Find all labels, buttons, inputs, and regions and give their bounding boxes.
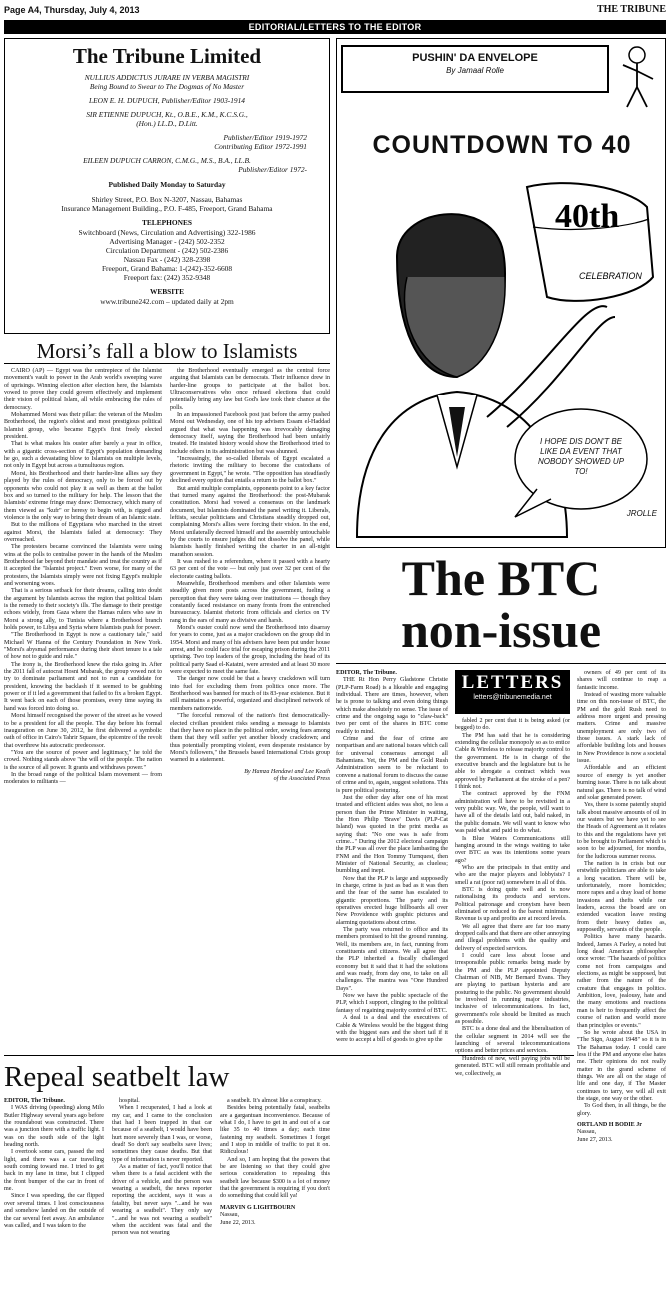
page-header [4, 4, 666, 18]
tel-1: Switchboard (News, Circulation and Advertising) 322-1986 [78, 228, 256, 237]
paragraph: "The Brotherhood in Egypt is now a cautionary tale," said Michael W Hanna of the Century Foundation in New York. "Morsi's abysmal performance during their short tenure is a tale of how not to guide and rule." [4, 632, 162, 661]
paragraph: Besides being potentially fatal, seatbelts are a gargantuan inconvenience. Because of what I do, I have to get in and out of a car like 35 to 40 times a day; each time fastening my seatbelt. Sometimes I forget and I stop in middle of traffic to put it on. Ridiculous! [220, 1105, 330, 1156]
paragraph: When I recuperated, I had a look at my car, and I came to the conclusion that had I been trapped in that car because of a seatbelt, I would have been hurt more severely than I was, or worse, dead! So don't say seatbelts save lives; sometimes they cause deaths. But that type of information is never reported. [112, 1105, 212, 1163]
paragraph: The party was returned to office and its members promised to hit the ground running. Well, its members are, in fact, running from constituents and citizens. We all agree that the PLP inherited a fiscally challenged economy but it said that it had the solutions and was ready, from day one, to take on all challenges. The mantra was "One Hundred Days". [336, 927, 448, 992]
paragraph: Hundreds of new, well paying jobs will be generated. BTC will still remain profitable and we, collectively, as [455, 1055, 570, 1077]
letters-email[interactable]: letters@tribunemedia.net [473, 694, 552, 701]
btc-column-3 [577, 670, 666, 1310]
paragraph: Is Blue Waters Communications still hanging around in the wings waiting to take over BTC as was its intentions some years ago? [455, 835, 570, 864]
paragraph: The danger now could be that a heavy crackdown will turn into fuel for excluding them from politics once more. The Brotherhood was banned for much of its 83-year existence. But it still maintains a powerful, organized and disciplined network of members nationwide. [170, 676, 330, 712]
btc-signature-place: Nassau, [577, 1129, 597, 1136]
paragraph: Since I was speeding, the car flipped over several times. I lost consciousness and somehow landed on the outside of the car several feet away. An ambulance was called, and I was taken to the [4, 1193, 104, 1229]
paragraph: In the broad range of the political Islam movement — from moderates to militants — [4, 771, 162, 786]
cake-number: 40th [555, 198, 620, 235]
cartoon-drawing [337, 167, 667, 547]
btc-signature-name: ORTLAND H BODIE Jr [577, 1121, 642, 1128]
paragraph: fabled 2 per cent that it is being asked (or begged) to do. [455, 718, 570, 732]
morsi-headline: Morsi’s fall a blow to Islamists [4, 338, 330, 364]
tel-2: Advertising Manager - (242) 502-2352 [109, 237, 225, 246]
paragraph: the Brotherhood eventually emerged as the central force arguing that Islamists can be democrats. Their influence drew in harder-line groups to participate at the ballot box. Ultraconservatives who once refused elections that could potentially bring any law but God's law took their chance at the polls. [170, 368, 330, 411]
paragraph: I WAS driving (speeding) along Milo Butler Highway several years ago before the roundabout was constructed. There was a junction there with a traffic light. I was on the south side of the light heading north. [4, 1105, 104, 1149]
seatbelt-signature-date: June 22, 2013. [220, 1219, 256, 1226]
address-2: Insurance Management Building., P.O. F-485, Freeport, Grand Bahama [61, 204, 273, 213]
seatbelt-signature-place: Nassau, [220, 1212, 240, 1219]
website-heading: WEBSITE [149, 287, 185, 296]
cartoon-byline: By Jamaal Rolle [446, 66, 504, 75]
paragraph: BTC is a done deal and the liberalisation of the cellular segment in 2014 will see the launching of several telecommunications options and better prices and services. [455, 1026, 570, 1055]
paragraph: Morsi, his Brotherhood and their harder-line allies say they played by the rules of democracy, only to be forced out by opponents who could not play it as well as them at the ballot box and so turned to the military for help. The lesson that the Islamists' extreme fringe may draw: Democracy, which many of them viewed as "kufr" or heresy to begin with, is rigged and violence is the only way to bring their dream of an Islamic state. [4, 470, 162, 521]
website-link[interactable]: www.tribune242.com – updated daily at 2pm [100, 297, 234, 306]
publisher-4a: EILEEN DUPUCH CARRON, C.M.G., M.S., B.A., LL.B. [83, 156, 251, 165]
masthead-box [4, 38, 330, 334]
morsi-byline [170, 769, 330, 784]
paragraph: But amid multiple complaints, opponents point to a key factor that turned many against the Brotherhood: the post-Mubarak constitution. Morsi had vowed a consensus on the landmark document, but Islamists dominated the panel writing it. Liberals, leftists, secular politicians and Christians steadily dropped out, complaining Morsi's allies were forcing their vision. In the end, Morsi unilaterally decreed himself and the assembly untouchable by the courts to ensure judges did not dissolve the panel, while Islamists hastily finished writing the charter in an all-night marathon session. [170, 485, 330, 558]
btc-signature-date: June 27, 2013. [577, 1136, 613, 1143]
tel-3: Circulation Department - (242) 502-2386 [105, 246, 229, 255]
paragraph: Politics have many hazards. Indeed, James A Farley, a noted but long dead American philosopher once wrote: "The hazards of politics come not from campaigns and elections, as might be supposed, but rather from the nature of the creature that engages in politics. Ambition, love, jealousy, hate and the many emotions and reactions man is heir to frequently affect the course of nation and world more than principles or events." [577, 934, 666, 1029]
byline-agency: of the Associated Press [273, 775, 330, 782]
paragraph: I could care less about loose and irresponsible public remarks being made by the PM and the PLP appointed Deputy Chairman of NIB, Mr Bernard Evans. They are playing to partisan hysteria and are posturing to the public. No government should be involved in running major industries, inclusive of telecommunications. In fact, government's role should be limited as much as possible. [455, 953, 570, 1026]
letter-salutation: EDITOR, The Tribune. [336, 670, 397, 676]
seatbelt-headline: Repeal seatbelt law [4, 1061, 230, 1093]
morsi-column-2 [170, 368, 330, 1052]
paragraph: That is a serious setback for their dreams, calling into doubt the argument by Islamists across the region that political Islam is the remedy to their society's ills. The damage to their prestige echoes widely, from Gaza where the Hamas rulers who saw in Morsi a strong ally, to Tunisia where a Brotherhood branch holds power, to Libya and Syria where Islamists push for power. [4, 588, 162, 632]
paragraph: The PM has said that he is considering extending the cellular monopoly so as to entice Cable & Wireless to release majority control to the government. He is in charge of the executive branch and the legislature but is he able to abrogate a contract which was approved by Parliament at the stroke of a pen? I think not. [455, 732, 570, 791]
editorial-cartoon [336, 38, 666, 548]
paragraph: To God then, in all things, be the glory. [577, 1103, 666, 1117]
motto-english: Being Bound to Swear to The Dogmas of No Master [89, 82, 245, 91]
tel-4: Nassau Fax - (242) 328-2398 [123, 255, 211, 264]
btc-headline-line-2: non-issue [400, 602, 602, 658]
paragraph: The nation is in crisis but our erstwhile politicians are able to take a long vacation. There will be, unfortunately, more homicides; more rapes and a dray load of home invasions and thefts while our leaders, across the board are on extended vacation leave resting from their heavy duties as, supposedly, servants of the people. [577, 860, 666, 934]
speech-bubble-text: I HOPE DIS DON'T BE LIKE DA EVENT THAT NOBODY SHOWED UP TO! [537, 437, 625, 476]
publisher-4b: Publisher/Editor 1972- [238, 165, 307, 174]
paragraph: Affordable and an efficient source of energy is yet another burning issue. There is no talk about natural gas. There is no talk of wind and solar generated power. [577, 765, 666, 801]
paragraph: The irony is, the Brotherhood knew the risks going in. After the 2011 fall of autocrat Hosni Mubarak, the group vowed not to try to dominate parliament and not to run a candidate for president, knowing the backlash if it seemed to be grabbing power or if it led a government that failed to fix a broken Egypt. It went back on each of those promises, every time saying its hand was forced into doing so. [4, 661, 162, 712]
page-info: Page A4, Thursday, July 4, 2013 [4, 5, 140, 15]
publisher-2a: SIR ETIENNE DUPUCH, Kt., O.B.E., K.M., K.C.S.G., [86, 110, 248, 119]
btc-headline-line-1: The BTC [401, 550, 601, 606]
paragraph: CAIRO (AP) — Egypt was the centrepiece of the Islamist movement's vault to power in the Arab world's sweeping wave of uprisings. Winning election after election here, the Islamists vowed to prove they could govern effectively and implement their vision of political Islam, all while embracing the rules of democracy. [4, 368, 162, 411]
seatbelt-signature-name: MARVIN G LIGHTBOURN [220, 1204, 296, 1211]
paragraph: a seatbelt. It's almost like a conspiracy. [227, 1098, 322, 1104]
paragraph: But to the millions of Egyptians who marched in the street against Morsi, the Islamists failed at democracy: They overreached. [4, 522, 162, 543]
letters-badge [455, 670, 570, 714]
paragraph: Meanwhile, Brotherhood members and other Islamists were steadily given more posts across the government, fueling a perception that they were taking over institutions — though they constantly faced resistance on many fronts from the entrenched bureaucracy. Islamist rhetoric from officials and clerics on TV rang in the ears of many as divisive and harsh. [170, 580, 330, 624]
paragraph: Now that the PLP is large and supposedly in charge, crime is just as bad as it was then and the fear of the same has escalated to gigantic proportions. The party and its operatives erected huge billboards all over New Providence with graphic pictures and alarming quotations about crime. [336, 875, 448, 926]
paragraph: Now we have the public spectacle of the PLP, which I support, clinging to the political fantasy of regaining majority control of BTC. [336, 993, 448, 1014]
paragraph: That is what makes his ouster after barely a year in office, with a gigantic cross-section of Egypt's population demanding he go, such a devastating blow to Islamists on multiple levels, not only in Egypt but across a tumultuous region. [4, 441, 162, 470]
cake-sub: CELEBRATION [579, 271, 642, 281]
paragraph: BTC is doing quite well and is now rationalising its products and services. Political patronage and cronyism have been eliminated or reduced to the barest minimum. Revenue is up and profits are at record levels. [455, 886, 570, 923]
publisher-3b: Contributing Editor 1972-1991 [214, 142, 307, 151]
paragraph: I overtook some cars, passed the red light, and there was a car travelling south coming toward me. I tried to get back in my lane in time, but I clipped the front bumper of the car in front of me. [4, 1149, 104, 1193]
paragraph: Just the other day after one of his most trusted and efficient aides was shot, no less a person than the Prime Minister in waiting, the Hon Philip 'Brave' Davis (PLP-Cat Island) was quoted in the print media as saying that: "No one was is safe from crime..." During the 2012 electoral campaign the PLP was all over the place lambasting the FNM and the Hon Tommy Turnquest, then Minister of National Security, as clueless; bumbling and inept. [336, 794, 448, 875]
publisher-3a: Publisher/Editor 1919-1972 [223, 133, 307, 142]
paragraph: hospital. [119, 1098, 140, 1104]
btc-column-1 [336, 670, 448, 1052]
paragraph: It was rushed to a referendum, where it passed with a hearty 63 per cent of the vote — but only just over 32 per cent of the electorate casting ballots. [170, 558, 330, 580]
paragraph: A deal is a deal and the executives of Cable & Wireless would be the biggest thing with the biggest ears and the short tail if it were to accept a bill of goods to give up the [336, 1015, 448, 1044]
cartoonist-figure-icon [613, 43, 661, 113]
paragraph: Morsi himself recognised the power of the street as he vowed to be a president for all the people. The day before his formal inauguration on June 30, 2012, he first delivered a symbolic oath of office in Cairo's Tahrir Square, the epicentre of the revolt that overthrew his autocratic predecessor. [4, 713, 162, 749]
paragraph: Mohammed Morsi was their pillar: the veteran of the Muslim Brotherhood, the region's oldest and most prestigious political Islamist group, who became Egypt's first freely elected president. [4, 412, 162, 441]
paragraph: "You are the source of power and legitimacy," he told the crowd. Nothing stands above "the will of the people. The nation is the source of all power. It grants and withdraws power." [4, 749, 162, 771]
paragraph: "Increasingly, the so-called liberals of Egypt escalated a rhetoric inviting the military to become the custodians of government in Egypt," he wrote. "The opposition has steadfastly declined every option that entails a return to the ballot box." [170, 456, 330, 485]
paragraph: In an impassioned Facebook post just before the army pushed Morsi out Wednesday, one of his top advisers Essam el-Haddad argued that what was happening was irrevocably damaging democracy itself, saying the Brotherhood had been unfairly treated. He insisted history would show the Brotherhood tried to include others in its administration but was shunned. [170, 412, 330, 455]
btc-headline [336, 552, 666, 664]
seatbelt-column-1 [4, 1098, 104, 1310]
cartoon-title-box [341, 45, 609, 93]
seatbelt-column-2 [112, 1098, 212, 1310]
seatbelt-column-3 [220, 1098, 330, 1310]
publisher-1: LEON E. H. DUPUCH, Publisher/Editor 1903-1914 [88, 96, 246, 105]
byline-authors: By Hamza Hendawi and Lee Keath [244, 768, 330, 775]
paragraph: Crime and the fear of crime are nonpartisan and are national issues which call for universal consensus amongst all Bahamians. Yet, the PM and the Gold Rush Administration seem to be reluctant to convene a national forum to discuss the cause of crime and to, again, suggest solutions. This is pure political posturing. [336, 736, 448, 794]
tel-5: Freeport, Grand Bahama: 1-(242)-352-6608 [101, 264, 233, 273]
tel-6: Freeport fax: (242) 352-9348 [123, 273, 211, 282]
motto-latin: NULLIUS ADDICTUS JURARE IN VERBA MAGISTRI [84, 73, 250, 82]
letter-salutation: EDITOR, The Tribune. [4, 1098, 65, 1104]
paragraph: The protesters became convinced the Islamists were using wins at the polls to centralise power in the hands of the Muslim Brotherhood far beyond their mandate and treat the country as if it accepted the "Islamist project." Even worse, for many of the protesters, the Islamists simply were not fixing Egypt's multiple and worsening woes. [4, 544, 162, 587]
telephones-heading: TELEPHONES [141, 218, 193, 227]
btc-column-2 [455, 718, 570, 1077]
cartoon-heading: COUNTDOWN TO 40 [372, 131, 632, 159]
section-bar: EDITORIAL/LETTERS TO THE EDITOR [4, 20, 666, 34]
paragraph: And so, I am hoping that the powers that be are listening so that they could give serious consideration to repealing this seatbelt law because $300 is a lot of money that the government is requiring if you don't do something that could kill ya! [220, 1156, 330, 1200]
paragraph: Morsi's ouster could now send the Brotherhood into disarray for years to come, just as a major crackdown on the group did in 1954. Morsi and many of his advisers have been put under house arrest, and he could face trial for escaping prison during the 2011 uprising. Two top leaders of the group, including the head of its political party Saad el-Katatni, were arrested and at least 30 more were expected to meet the same fate. [170, 625, 330, 676]
paragraph: The contract approved by the FNM administration will have to be revisited in a very public way. We, the people, will want to have all of the details laid out, bald naked, in the public domain. We will want to know who was paid what and paid to do what. [455, 791, 570, 835]
morsi-column-1 [4, 368, 162, 1052]
section-divider [4, 1055, 574, 1056]
paragraph: owners of 49 per cent of its shares will continue to reap a fantastic income. [577, 670, 666, 691]
cartoon-signature: JROLLE [626, 509, 657, 518]
paragraph: "The forceful removal of the nation's first democratically-elected civilian president risks sending a message to Islamists that they have no place in the political order, sowing fears among them that they will suffer yet another bloody crackdown; and thus potentially prompting violent, even desperate resistance by Morsi's followers," the Brussels based International Crisis group warned in a statement. [170, 713, 330, 764]
paragraph: Who are the principals in that entity and who are the major players and lobbyists? I smell a rat (poor rat) somewhere in all of this. [455, 864, 570, 886]
paragraph: Instead of wasting more valuable time on this non-issue of BTC, the PM and the gold Rush need to address more urgent and pressing matters. Crime and massive unemployment are only two of those issues. A stark lack of affordable building lots and houses in New Providence is now a societal issue. [577, 692, 666, 765]
publisher-2b: (Hon.) LL.D., D.Litt. [136, 119, 198, 128]
paragraph: So he wrote about the USA in "The Sign, August 1948" so it is in The Bahamas today. I could care less if the PM and anyone else hates me. Their opinions do not really matter in the grand scheme of things. We are all on the stage of life and one day, if The Master continues to tarry, we will all exit the stage, one way or the other. [577, 1029, 666, 1102]
paper-name: THE TRIBUNE [596, 4, 666, 15]
paragraph: We all agree that there are far too many dropped calls and that there are other annoying and illegal problems with the quality and delivery of expected services. [455, 923, 570, 952]
paragraph: THE Rt Hon Perry Gladstone Christie (PLP-Farm Road) is a likeable and engaging individual. There are times, however, when he is prone to talking and even doing things which make absolutely no sense. The issue of crime and the ongoing saga to "claw-back" two per cent of the shares in BTC come readily to mind. [336, 677, 448, 735]
address-1: Shirley Street, P.O. Box N-3207, Nassau, Bahamas [91, 195, 243, 204]
cartoon-title: PUSHIN' DA ENVELOPE [412, 52, 538, 64]
letters-label: LETTERS [461, 672, 564, 693]
paragraph: Yes, there is some patently stupid talk about massive amounts of oil in our waters but we have yet to see the Heads of Agreement as it relates to this and the regulations have yet to be brought to Parliament which is soon to be adjourned, for months, for the ludicrous summer recess. [577, 802, 666, 860]
published-line: Published Daily Monday to Saturday [108, 180, 226, 189]
masthead-title: The Tribune Limited [72, 44, 262, 68]
paragraph: As a matter of fact, you'll notice that when there is a fatal accident with the driver of a vehicle, and the person was wearing a seatbelt, the news reporter reporting the accident, says it was a fatality, but never says "...and he was wearing a seatbelt". They only say "...and he was not wearing a seatbelt" when the accident was fatal and the person was not wearing [112, 1164, 212, 1237]
